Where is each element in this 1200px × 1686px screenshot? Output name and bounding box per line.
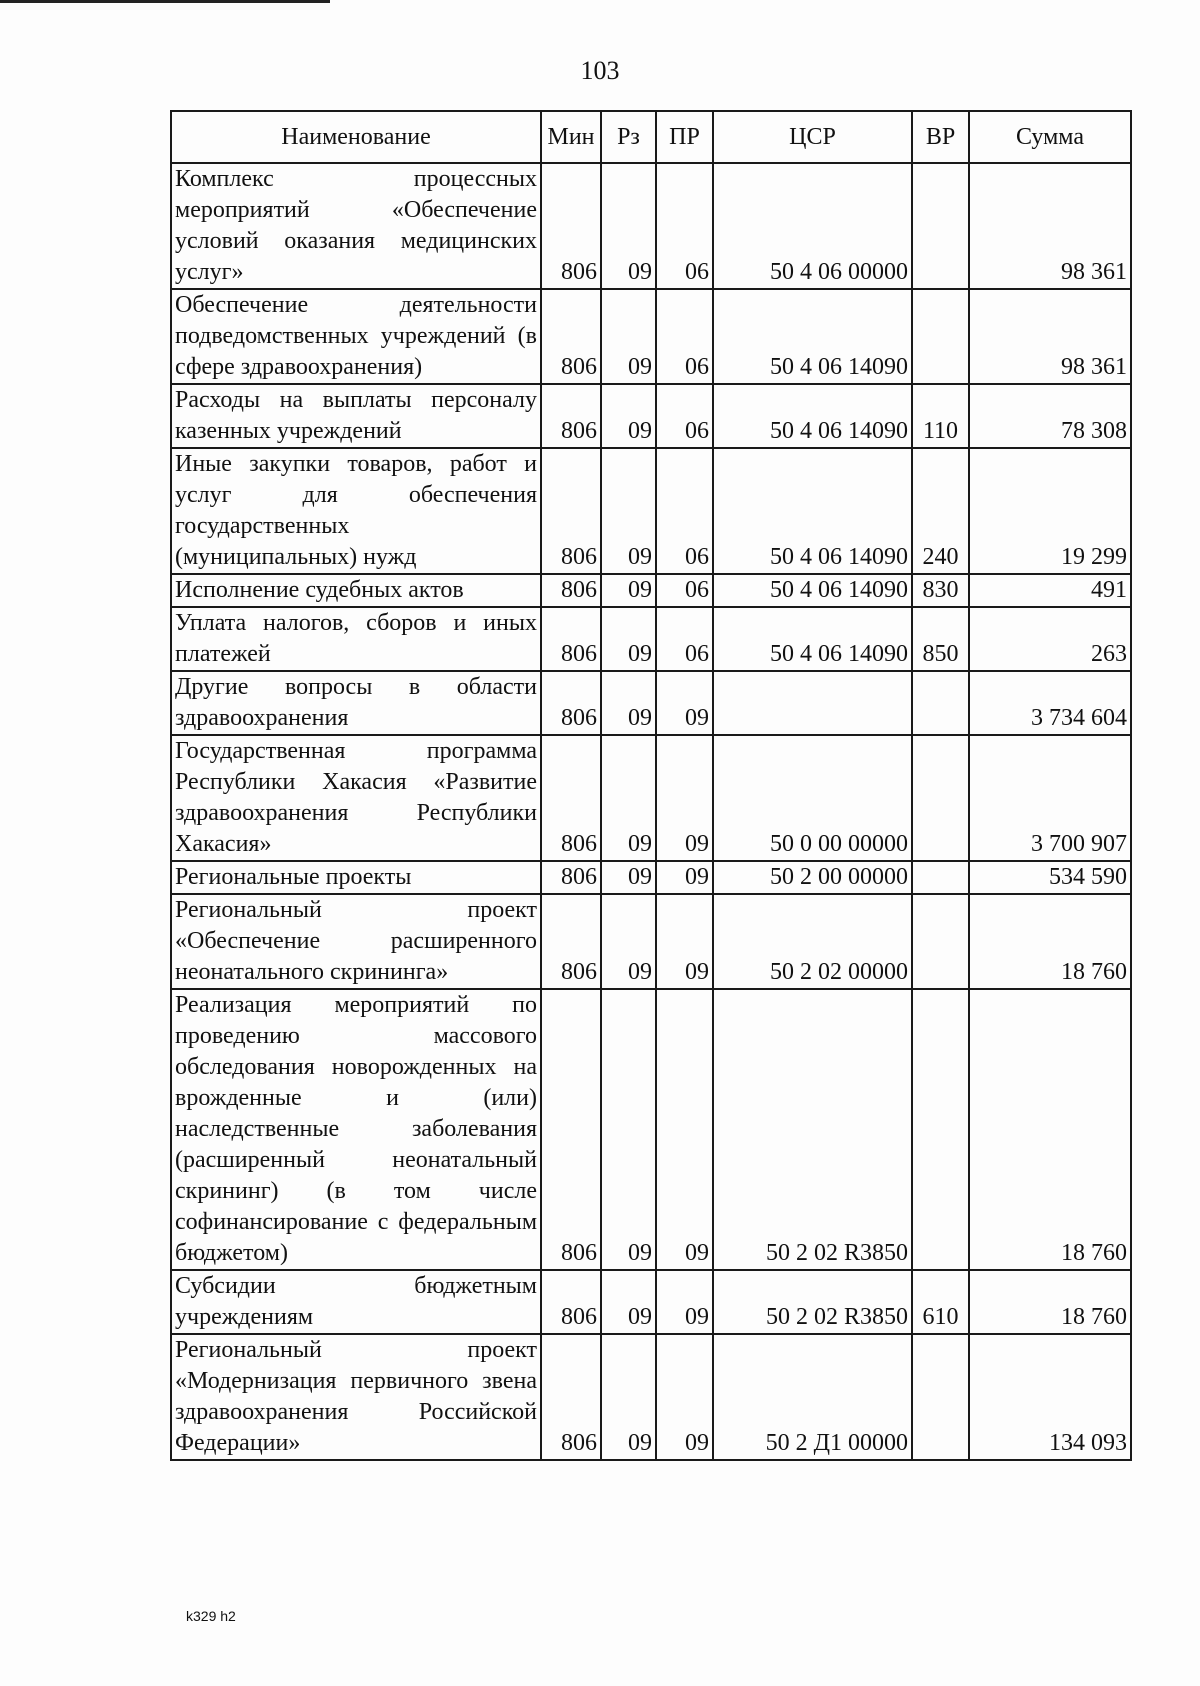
budget-table [170,110,1132,1461]
row-csr: 50 4 06 14090 [713,607,912,671]
row-name: Другие вопросы в области здравоохранения [171,671,541,735]
row-sum: 18 760 [969,989,1131,1270]
row-min: 806 [541,384,601,448]
row-sum: 491 [969,574,1131,607]
header-rz: Рз [601,111,656,163]
row-rz: 09 [601,735,656,861]
table-row [171,671,1131,735]
row-csr: 50 0 00 00000 [713,735,912,861]
row-vr: 850 [912,607,969,671]
row-min: 806 [541,574,601,607]
row-pr: 09 [656,861,713,894]
row-sum: 3 700 907 [969,735,1131,861]
table-row [171,448,1131,574]
row-vr [912,735,969,861]
row-csr: 50 2 02 00000 [713,894,912,989]
row-vr: 830 [912,574,969,607]
row-csr [713,671,912,735]
table-row [171,894,1131,989]
table-row [171,289,1131,384]
header-sum: Сумма [969,111,1131,163]
row-name: Расходы на выплаты персоналу казенных учреждений [171,384,541,448]
row-rz: 09 [601,289,656,384]
row-sum: 263 [969,607,1131,671]
top-edge-rule [0,0,330,3]
row-pr: 06 [656,163,713,289]
row-sum: 3 734 604 [969,671,1131,735]
row-sum: 98 361 [969,289,1131,384]
row-sum: 78 308 [969,384,1131,448]
table-row [171,574,1131,607]
row-csr: 50 2 Д1 00000 [713,1334,912,1460]
row-pr: 06 [656,384,713,448]
row-csr: 50 2 00 00000 [713,861,912,894]
row-rz: 09 [601,861,656,894]
table-row [171,1270,1131,1334]
row-pr: 09 [656,894,713,989]
table-row [171,1334,1131,1460]
row-sum: 134 093 [969,1334,1131,1460]
row-min: 806 [541,448,601,574]
row-name: Государственная программа Республики Хакасия «Развитие здравоохранения Республики Хакасия» [171,735,541,861]
row-csr: 50 4 06 14090 [713,448,912,574]
table-row [171,735,1131,861]
row-min: 806 [541,163,601,289]
row-pr: 06 [656,448,713,574]
row-min: 806 [541,894,601,989]
row-vr [912,163,969,289]
row-sum: 534 590 [969,861,1131,894]
row-csr: 50 4 06 14090 [713,384,912,448]
row-vr [912,894,969,989]
row-vr: 110 [912,384,969,448]
header-vr: ВР [912,111,969,163]
row-pr: 06 [656,289,713,384]
row-min: 806 [541,1270,601,1334]
row-min: 806 [541,861,601,894]
header-name: Наименование [171,111,541,163]
row-rz: 09 [601,671,656,735]
row-csr: 50 2 02 R3850 [713,989,912,1270]
row-vr: 610 [912,1270,969,1334]
row-pr: 09 [656,1270,713,1334]
table-header-row [171,111,1131,163]
table-row [171,989,1131,1270]
row-rz: 09 [601,384,656,448]
table-row [171,384,1131,448]
row-rz: 09 [601,1334,656,1460]
row-csr: 50 4 06 14090 [713,574,912,607]
row-name: Иные закупки товаров, работ и услуг для обеспечения государственных (муниципальных) нужд [171,448,541,574]
table-row [171,163,1131,289]
row-sum: 98 361 [969,163,1131,289]
row-pr: 09 [656,735,713,861]
row-rz: 09 [601,574,656,607]
table-row [171,861,1131,894]
row-csr: 50 4 06 14090 [713,289,912,384]
row-name: Субсидии бюджетным учреждениям [171,1270,541,1334]
row-vr: 240 [912,448,969,574]
row-sum: 18 760 [969,894,1131,989]
row-vr [912,861,969,894]
table-row [171,607,1131,671]
row-sum: 18 760 [969,1270,1131,1334]
row-sum: 19 299 [969,448,1131,574]
footer-document-code: k329 h2 [186,1608,236,1624]
row-rz: 09 [601,448,656,574]
row-rz: 09 [601,163,656,289]
row-min: 806 [541,989,601,1270]
row-min: 806 [541,735,601,861]
row-name: Комплекс процессных мероприятий «Обеспечение условий оказания медицинских услуг» [171,163,541,289]
page-number: 103 [580,56,620,85]
row-name: Региональный проект «Модернизация первичного звена здравоохранения Российской Федерации» [171,1334,541,1460]
row-min: 806 [541,289,601,384]
header-csr: ЦСР [713,111,912,163]
row-pr: 09 [656,671,713,735]
row-name: Обеспечение деятельности подведомственных учреждений (в сфере здравоохранения) [171,289,541,384]
row-min: 806 [541,607,601,671]
row-vr [912,989,969,1270]
row-rz: 09 [601,1270,656,1334]
row-rz: 09 [601,894,656,989]
row-pr: 06 [656,574,713,607]
row-rz: 09 [601,607,656,671]
row-pr: 09 [656,989,713,1270]
row-name: Реализация мероприятий по проведению массового обследования новорожденных на врожденные и (или) наследственные заболевания (расширенный неонатальный скрининг) (в том числе софинансирование с федеральным бюджетом) [171,989,541,1270]
row-pr: 09 [656,1334,713,1460]
header-min: Мин [541,111,601,163]
row-csr: 50 2 02 R3850 [713,1270,912,1334]
row-vr [912,289,969,384]
row-min: 806 [541,1334,601,1460]
row-name: Уплата налогов, сборов и иных платежей [171,607,541,671]
row-name: Исполнение судебных актов [171,574,541,607]
row-vr [912,671,969,735]
row-pr: 06 [656,607,713,671]
row-name: Региональные проекты [171,861,541,894]
row-name: Региональный проект «Обеспечение расширенного неонатального скрининга» [171,894,541,989]
row-rz: 09 [601,989,656,1270]
header-pr: ПР [656,111,713,163]
row-min: 806 [541,671,601,735]
row-vr [912,1334,969,1460]
row-csr: 50 4 06 00000 [713,163,912,289]
